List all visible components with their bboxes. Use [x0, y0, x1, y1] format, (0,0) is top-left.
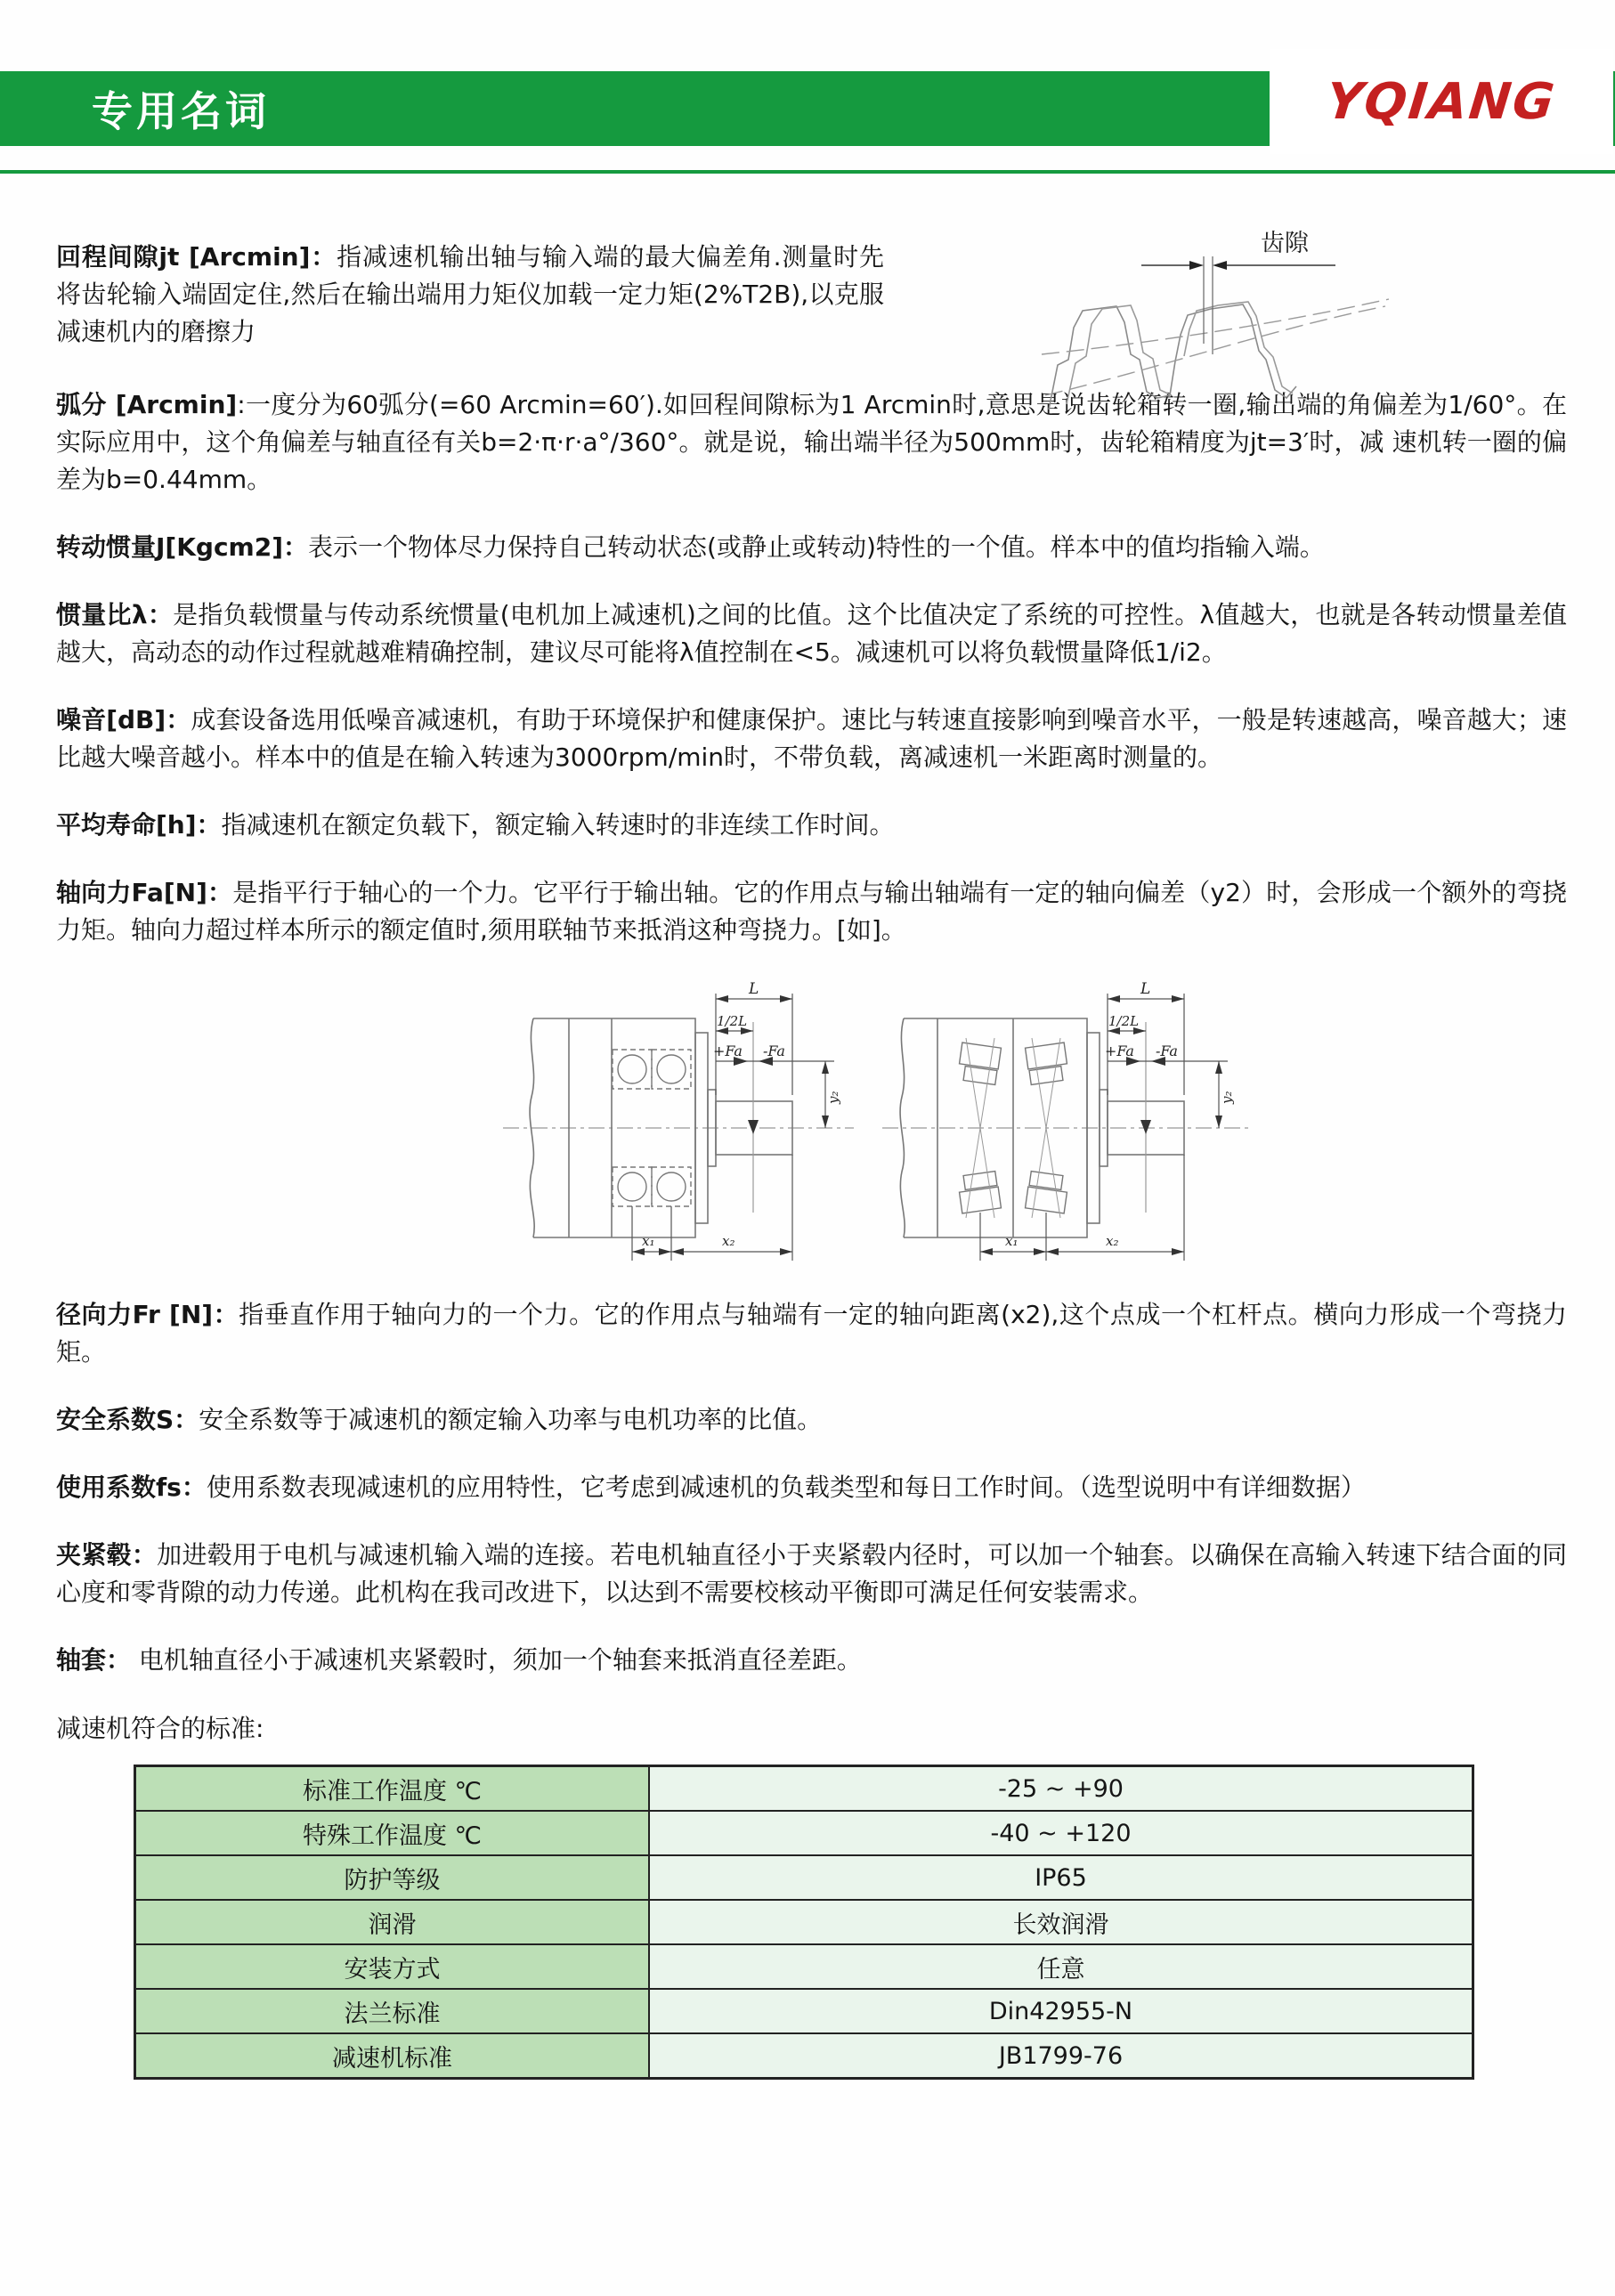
dim-minusFa: -Fa [763, 1043, 785, 1059]
dim-halfL: 1/2L [1108, 1013, 1140, 1029]
term-body: 加进毂用于电机与减速机输入端的连接。若电机轴直径小于夹紧毂内径时，可以加一个轴套。以确保在高输入转速下结合面的同心度和零背隙的动力传递。此机构在我司改进下，以达到不需要校核动平衡即可满足任何安装需求。 [56, 1540, 1567, 1607]
dimension-lines [632, 994, 834, 1261]
table-row [135, 1989, 1473, 2033]
gear-backlash-diagram [1036, 221, 1392, 412]
term-body: 是指平行于轴心的一个力。它平行于输出轴。它的作用点与输出轴端有一定的轴向偏差（y2）时，会形成一个额外的弯挠力矩。轴向力超过样本所示的额定值时,须用联轴节来抵消这种弯挠力。[如]。 [56, 878, 1567, 945]
term-body: 成套设备选用低噪音减速机，有助于环境保护和健康保护。速比与转速直接影响到噪音水平，一般是转速越高，噪音越大；速比越大噪音越小。样本中的值是在输入转速为3000rpm/min时，不带负载，离减速机一米距离时测量的。 [56, 705, 1567, 772]
dim-L: L [1140, 980, 1151, 998]
dim-x2: x₂ [722, 1233, 735, 1249]
term-paragraph [56, 1401, 1567, 1439]
term-paragraph [56, 596, 1567, 671]
term-body: 是指负载惯量与传动系统惯量(电机加上减速机)之间的比值。这个比值决定了系统的可控性。λ值越大，也就是各转动惯量差值越大，高动态的动作过程就越难精确控制，建议尽可能将λ值控制在<5。减速机可以将负载惯量降低1/i2。 [56, 600, 1567, 667]
table-row [135, 1900, 1473, 1944]
dim-x1: x₁ [1005, 1233, 1019, 1249]
dim-plusFa: +Fa [1105, 1043, 1134, 1059]
term-paragraph [56, 702, 1567, 776]
axial-force-diagrams [501, 979, 1567, 1273]
standard-value-cell: JB1799-76 [649, 2033, 1473, 2079]
gear-teeth [1049, 302, 1296, 410]
dim-x2: x₂ [1106, 1233, 1119, 1249]
dim-y2: y₂ [1219, 1091, 1235, 1104]
standard-label-cell: 润滑 [135, 1900, 650, 1944]
page-title: 专用名词 [92, 87, 270, 135]
term-paragraph [56, 1296, 1567, 1371]
term-body: 指垂直作用于轴向力的一个力。它的作用点与轴端有一定的轴向距离(x2),这个点成一个杠杆点。横向力形成一个弯挠力矩。 [56, 1300, 1568, 1367]
term-name: 平均寿命[h]： [56, 810, 222, 840]
term-name: 安全系数S： [56, 1405, 199, 1434]
standard-label-cell: 安装方式 [135, 1944, 650, 1989]
standard-value-cell: 任意 [649, 1944, 1473, 1989]
term-paragraph [56, 1642, 1567, 1679]
standard-label-cell: 特殊工作温度 ℃ [135, 1811, 650, 1855]
content [56, 230, 1568, 2080]
standard-value-cell: 长效润滑 [649, 1900, 1473, 1944]
dim-y2: y₂ [825, 1091, 841, 1104]
dim-L: L [749, 980, 759, 998]
standards-intro: 减速机符合的标准: [56, 1714, 264, 1743]
term-paragraph [56, 874, 1567, 949]
standards-table [134, 1765, 1474, 2080]
standard-label-cell: 标准工作温度 ℃ [135, 1766, 650, 1812]
standard-value-cell: IP65 [649, 1855, 1473, 1900]
table-row [135, 2033, 1473, 2079]
backlash-label: 齿隙 [1261, 230, 1309, 257]
standard-value-cell: -40 ~ +120 [649, 1811, 1473, 1855]
term-name: 轴套： [56, 1645, 132, 1675]
term-name: 径向力Fr [N]： [56, 1300, 239, 1329]
term-paragraph [56, 807, 1567, 844]
axial-force-diagram-roller-bearing [881, 979, 1254, 1273]
extension-lines [1204, 256, 1213, 354]
table-row [135, 1944, 1473, 1989]
term-body: 指减速机输出轴与输入端的最大偏差角.测量时先将齿轮输入端固定住,然后在输出端用力矩仪加载一定力矩(2%T2B),以克服减速机内的磨擦力 [56, 242, 885, 346]
term-paragraph [56, 529, 1567, 566]
term-name: 回程间隙jt [Arcmin]： [56, 242, 337, 272]
pitch-lines [1042, 299, 1389, 395]
table-row [135, 1766, 1473, 1812]
term-name: 惯量比λ： [56, 600, 174, 629]
header-rule [0, 170, 1615, 174]
axial-force-diagram-ball-bearing [501, 979, 857, 1273]
term-paragraph [56, 1537, 1567, 1611]
term-body: 表示一个物体尽力保持自己转动状态(或静止或转动)特性的一个值。样本中的值均指输入端。 [308, 532, 1325, 562]
logo [1270, 49, 1613, 154]
logo-text: YQIANG [1323, 72, 1559, 131]
term-name: 夹紧毂： [56, 1540, 158, 1570]
terms-top [56, 230, 1567, 949]
standard-value-cell: Din42955-N [649, 1989, 1473, 2033]
term-name: 轴向力Fa[N]： [56, 878, 233, 907]
table-row [135, 1811, 1473, 1855]
term-name: 使用系数fs： [56, 1473, 207, 1502]
term-body: 安全系数等于减速机的额定输入功率与电机功率的比值。 [199, 1405, 823, 1434]
term-name: 噪音[dB]： [56, 705, 191, 734]
standard-label-cell: 防护等级 [135, 1855, 650, 1900]
term-paragraph [56, 239, 884, 351]
dim-halfL: 1/2L [717, 1013, 748, 1029]
term-body: 指减速机在额定负载下，额定输入转速时的非连续工作时间。 [221, 810, 895, 840]
dimension-lines [980, 994, 1228, 1261]
term-name: 转动惯量J[Kgcm2]： [56, 532, 309, 562]
term-body: 电机轴直径小于减速机夹紧毂时，须加一个轴套来抵消直径差距。 [131, 1645, 862, 1675]
term-body: 使用系数表现减速机的应用特性，它考虑到减速机的负载类型和每日工作时间。（选型说明中有详细数据） [206, 1473, 1366, 1502]
dim-plusFa: +Fa [713, 1043, 743, 1059]
dim-x1: x₁ [642, 1233, 655, 1249]
standard-value-cell: -25 ~ +90 [649, 1766, 1473, 1812]
terms-bottom [56, 1296, 1567, 1679]
dim-minusFa: -Fa [1156, 1043, 1178, 1059]
term-body: :一度分为60弧分(=60 Arcmin=60′).如回程间隙标为1 Arcmin时,意思是说齿轮箱转一圈,输出端的角偏差为1/60°。在实际应用中，这个角偏差与轴直径有关b=2·π·r·a°/360°。就是说，输出端半径为500mm时，齿轮箱精度为jt=3′时，减 速机转一圈的偏差为b=0.44mm。 [56, 390, 1567, 494]
standard-label-cell: 减速机标准 [135, 2033, 650, 2079]
standard-label-cell: 法兰标准 [135, 1989, 650, 2033]
term-paragraph [56, 1469, 1567, 1506]
standards-table-body [135, 1766, 1473, 2079]
term-name: 弧分 [Arcmin] [56, 390, 238, 419]
table-row [135, 1855, 1473, 1900]
